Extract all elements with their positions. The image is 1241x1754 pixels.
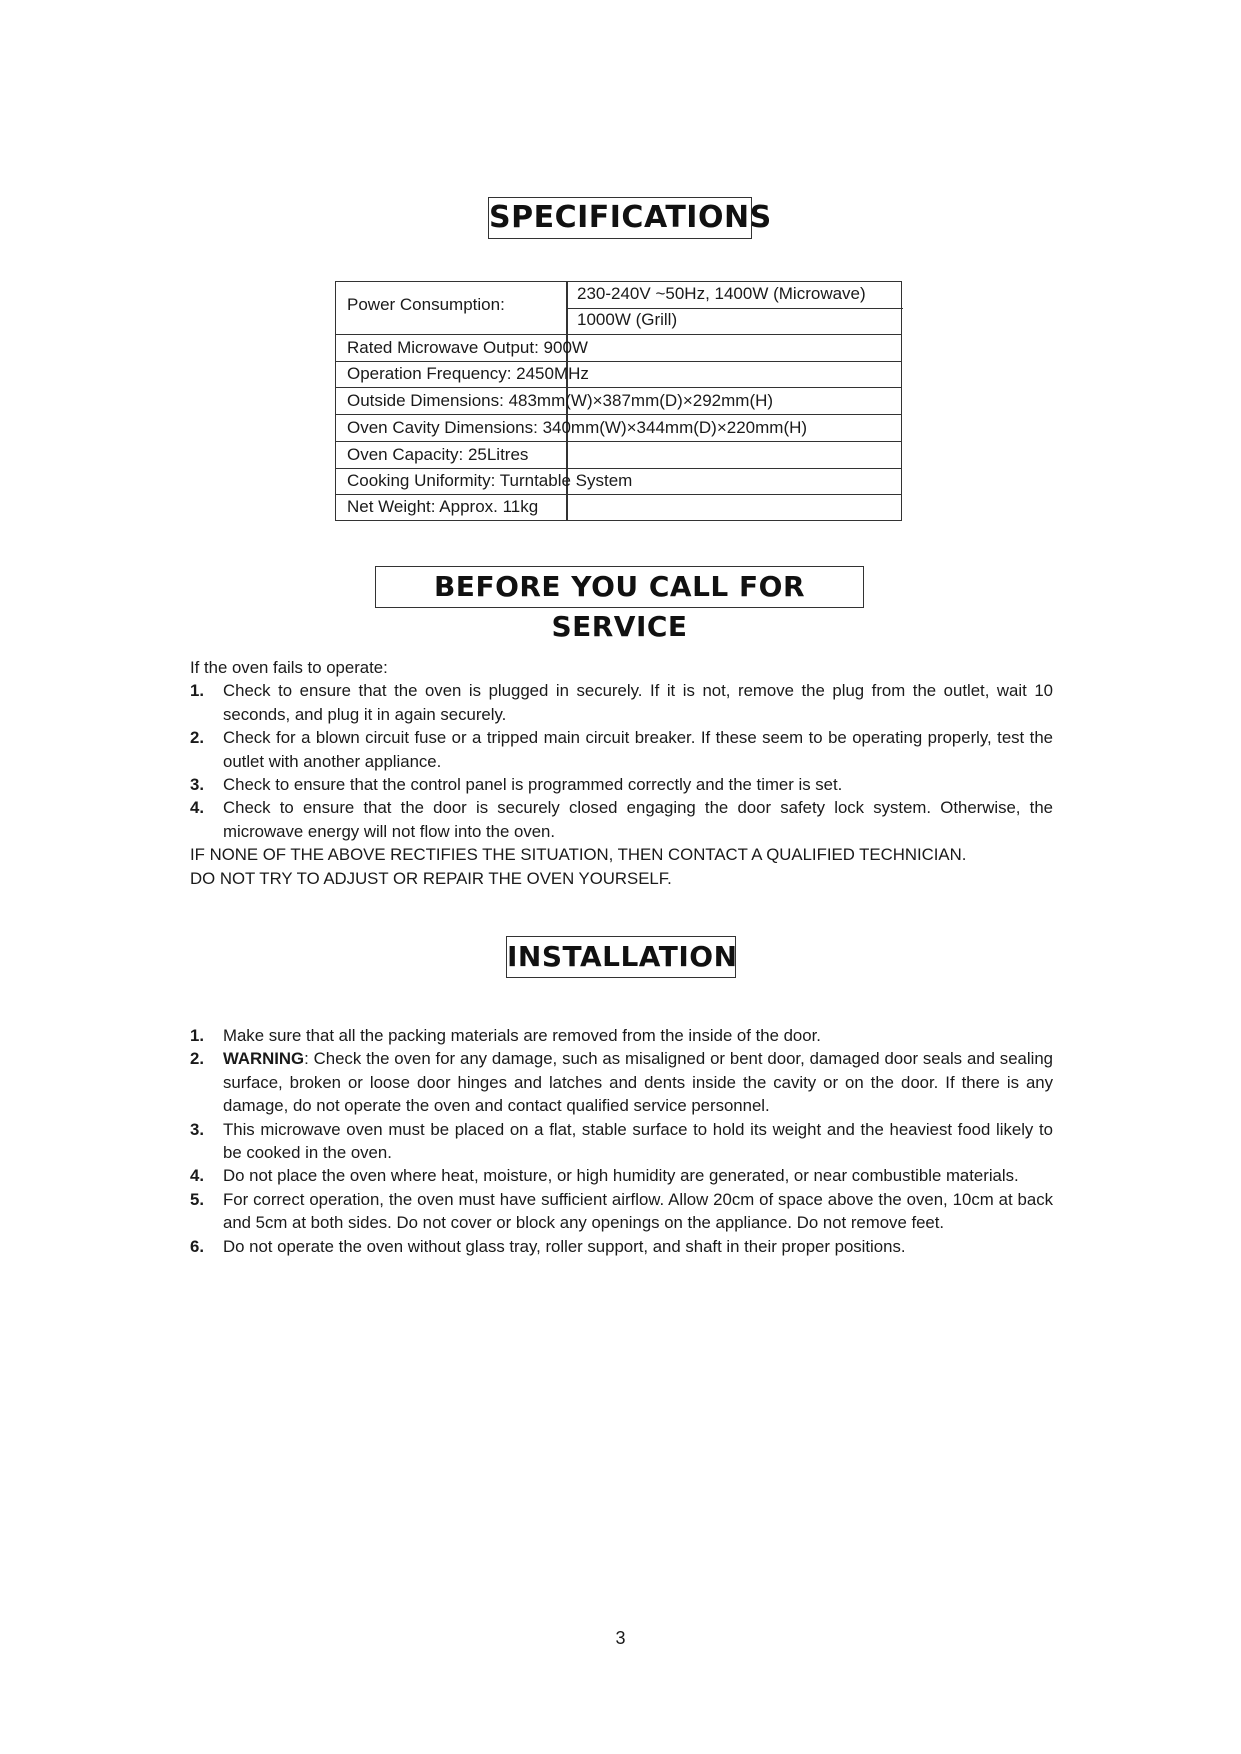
- list-item: 1. Check to ensure that the oven is plugged in securely. If it is not, remove the plug from the outlet, wait 10 seconds, and plug it in again securely.: [190, 681, 1053, 724]
- list-item: 2. WARNING: Check the oven for any damage, such as misaligned or bent door, damaged door seals and sealing surface, broken or loose door hinges and latches and dents inside the cavity or on the door. If there is any damage, do not operate the oven and contact qualified service personnel.: [190, 1049, 1053, 1116]
- list-item: 5. For correct operation, the oven must have sufficient airflow. Allow 20cm of space above the oven, 10cm at back and 5cm at both sides. Do not cover or block any openings on the appliance. Do not remove feet.: [190, 1189, 1053, 1233]
- service-intro: If the oven fails to operate:: [190, 658, 388, 677]
- spec-row: Oven Capacity: 25Litres: [336, 441, 901, 468]
- list-item: 4. Check to ensure that the door is securely closed engaging the door safety lock system. Otherwise, the microwave energy will not flow into the oven.: [190, 798, 1053, 841]
- spec-row: Outside Dimensions: 483mm(W)×387mm(D)×292mm(H): [336, 387, 901, 414]
- spec-row: Rated Microwave Output: 900W: [336, 334, 901, 361]
- service-heading: BEFORE YOU CALL FOR SERVICE: [375, 566, 864, 608]
- list-item: 3. This microwave oven must be placed on a flat, stable surface to hold its weight and the heaviest food likely to be cooked in the oven.: [190, 1119, 1053, 1163]
- power-consumption-value-microwave: 230-240V ~50Hz, 1400W (Microwave): [577, 284, 866, 303]
- warning-label: WARNING: [223, 1049, 305, 1069]
- page-number: 3: [615, 1628, 626, 1648]
- installation-section: [190, 1024, 1053, 1258]
- service-closing: DO NOT TRY TO ADJUST OR REPAIR THE OVEN YOURSELF.: [190, 868, 672, 888]
- specifications-table: [335, 281, 902, 521]
- list-item: 2. Check for a blown circuit fuse or a tripped main circuit breaker. If these seem to be operating properly, test the outlet with another appliance.: [190, 728, 1053, 771]
- specifications-heading: SPECIFICATIONS: [488, 197, 752, 239]
- service-closing: IF NONE OF THE ABOVE RECTIFIES THE SITUATION, THEN CONTACT A QUALIFIED TECHNICIAN.: [190, 845, 967, 865]
- service-section: [190, 656, 1053, 890]
- list-item: 1. Make sure that all the packing materials are removed from the inside of the door.: [190, 1026, 821, 1045]
- spec-row: Cooking Uniformity: Turntable System: [336, 468, 901, 494]
- spec-row: Oven Cavity Dimensions: 340mm(W)×344mm(D)×220mm(H): [336, 414, 901, 441]
- power-consumption-value-grill: 1000W (Grill): [577, 310, 678, 329]
- list-item: 6. Do not operate the oven without glass tray, roller support, and shaft in their proper positions.: [190, 1236, 906, 1256]
- spec-row: Net Weight: Approx. 11kg: [336, 494, 901, 520]
- installation-heading: INSTALLATION: [506, 936, 736, 978]
- power-consumption-label: Power Consumption:: [347, 295, 505, 314]
- spec-row: Operation Frequency: 2450MHz: [336, 361, 901, 387]
- list-item: 3. Check to ensure that the control panel is programmed correctly and the timer is set.: [190, 775, 843, 795]
- list-item: 4. Do not place the oven where heat, moisture, or high humidity are generated, or near combustible materials.: [190, 1166, 1019, 1186]
